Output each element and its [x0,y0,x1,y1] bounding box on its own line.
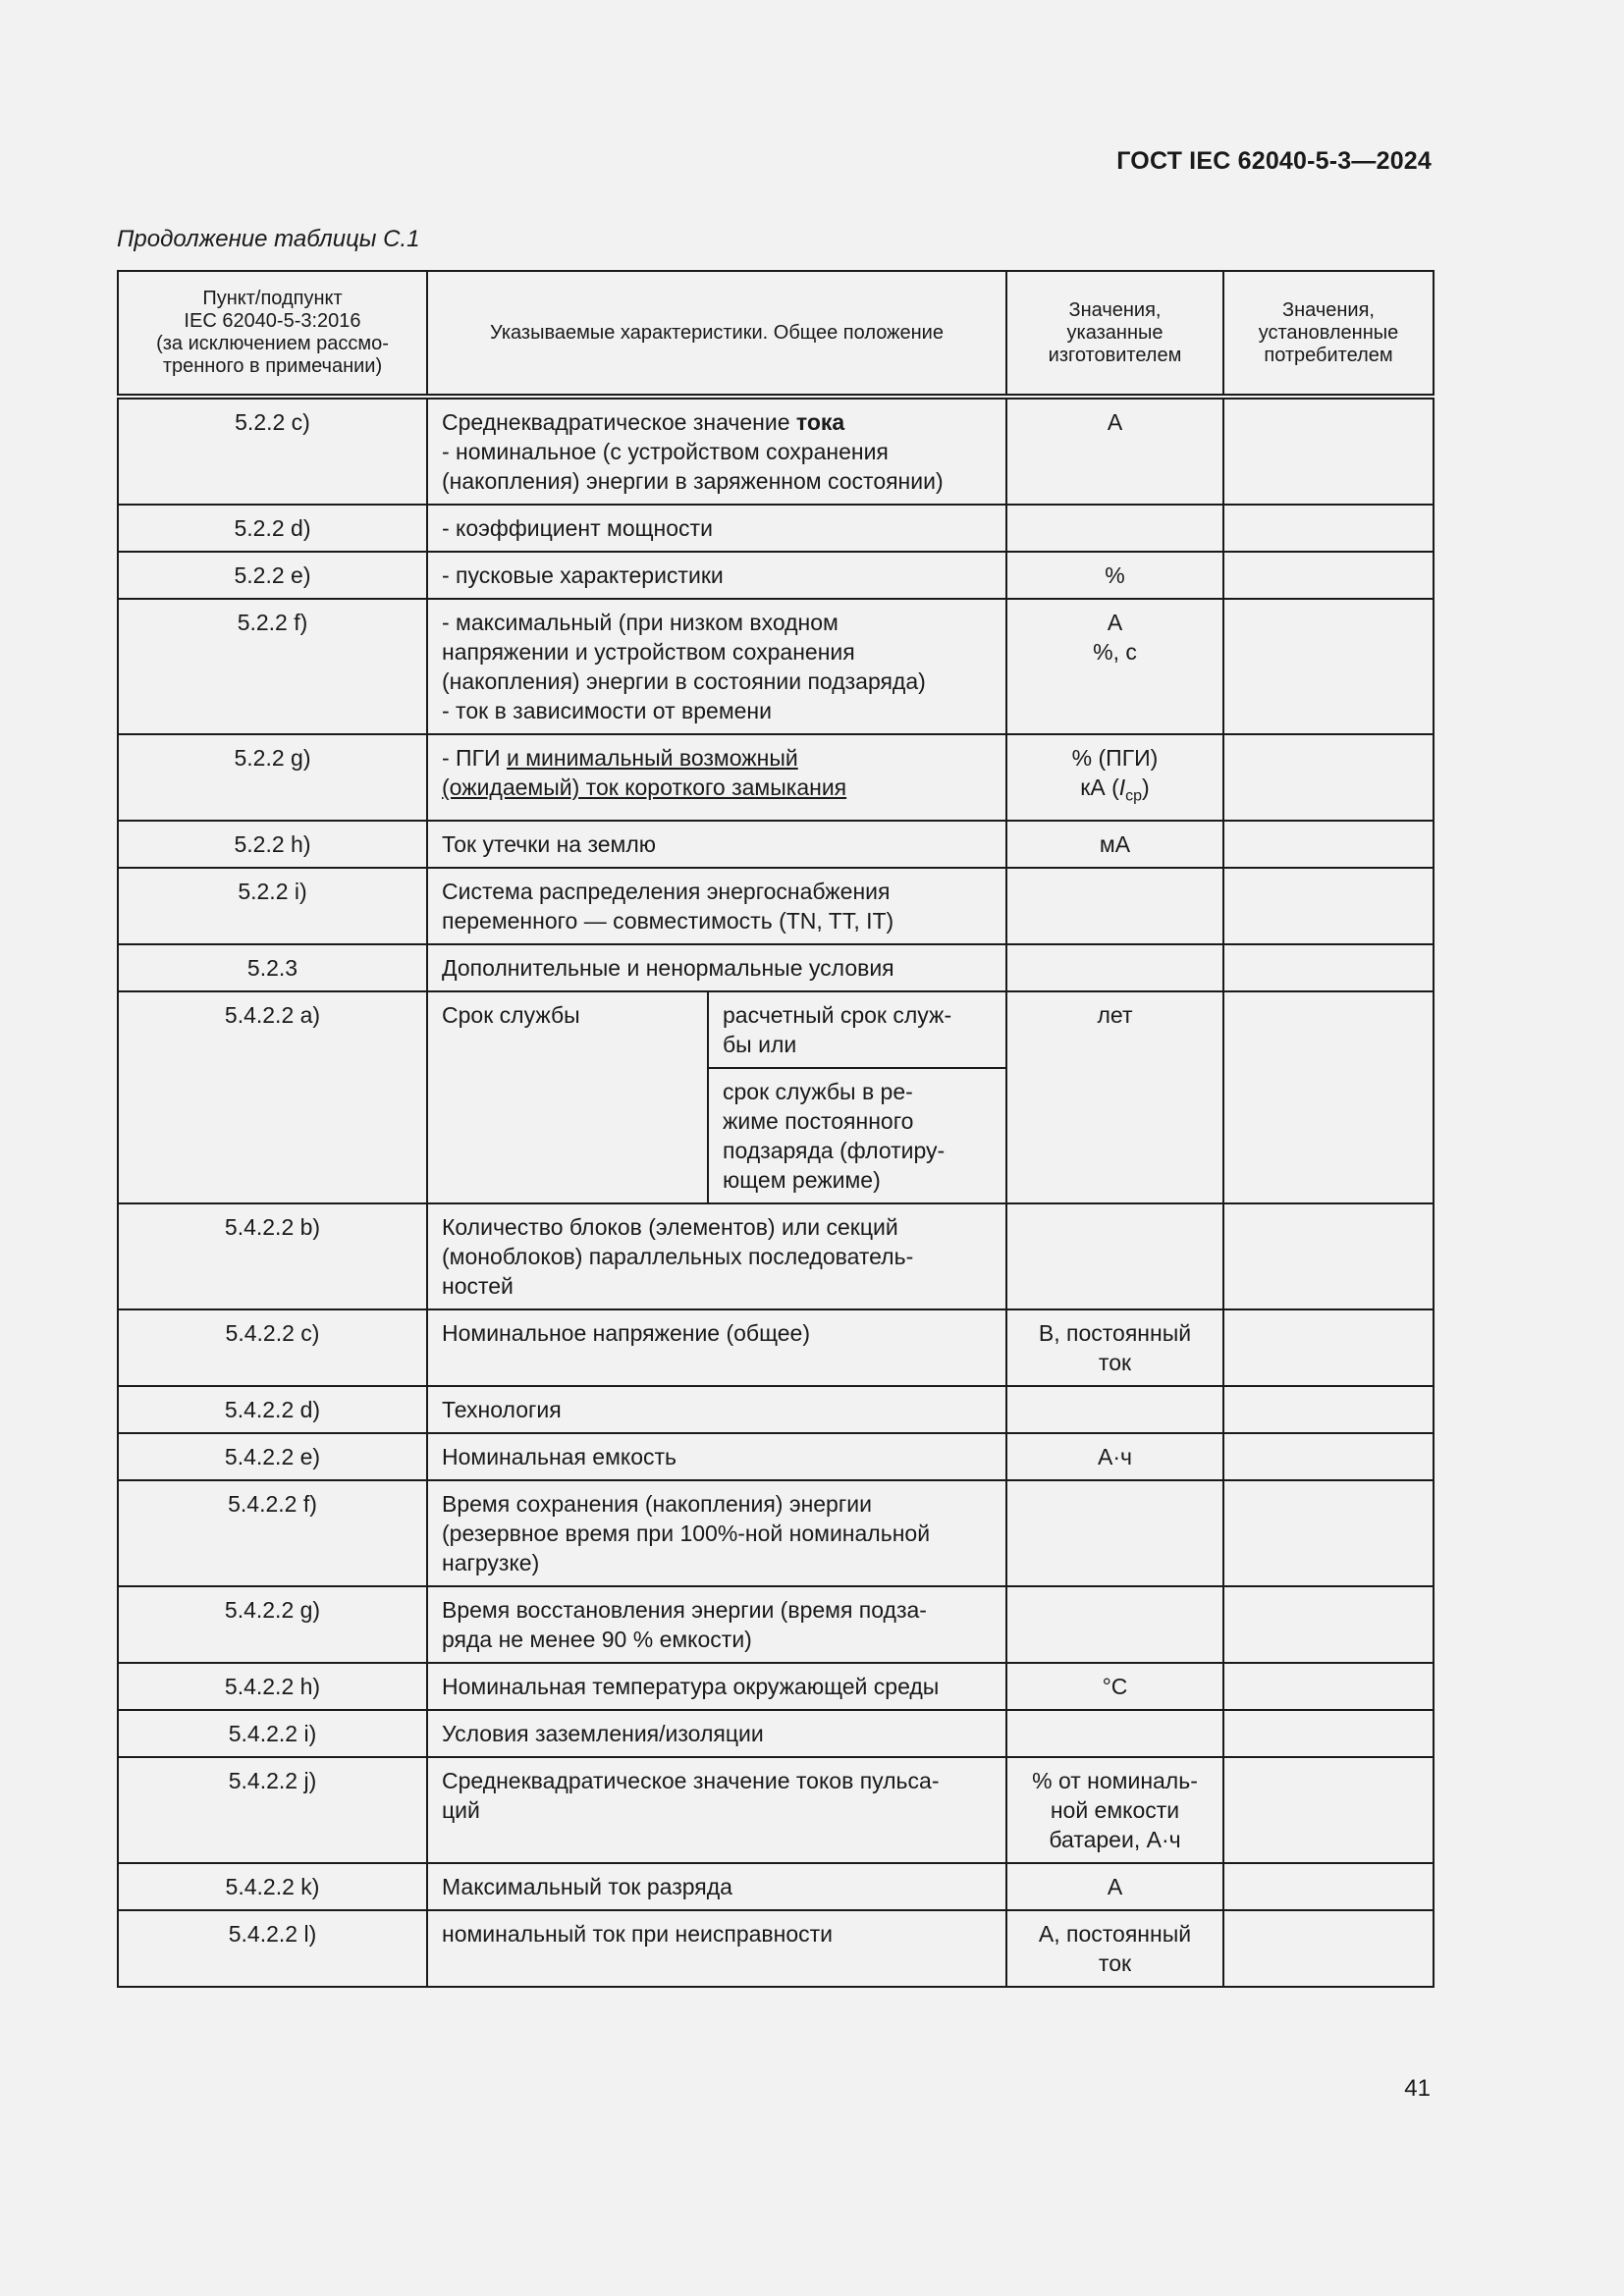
table-row [118,1203,1434,1309]
user-value-cell [1223,1663,1434,1710]
table-row [118,552,1434,599]
table-row [118,1586,1434,1663]
manufacturer-value-cell [1006,1386,1223,1433]
table-row [118,505,1434,552]
user-value-cell [1223,1710,1434,1757]
manufacturer-value-cell: В, постоянный ток [1006,1309,1223,1386]
user-value-cell [1223,1863,1434,1910]
clause-cell: 5.4.2.2 g) [118,1586,427,1663]
clause-cell: 5.4.2.2 d) [118,1386,427,1433]
clause-cell: 5.4.2.2 b) [118,1203,427,1309]
manufacturer-value-cell: А [1006,397,1223,505]
manufacturer-value-cell: °C [1006,1663,1223,1710]
clause-cell: 5.4.2.2 l) [118,1910,427,1987]
user-value-cell [1223,1480,1434,1586]
column-header-characteristics: Указываемые характеристики. Общее положение [427,271,1006,397]
user-value-cell [1223,1433,1434,1480]
manufacturer-value-suffix: ) [1142,774,1150,800]
table-row [118,1757,1434,1863]
clause-cell: 5.2.2 e) [118,552,427,599]
clause-cell: 5.2.2 f) [118,599,427,734]
clause-cell: 5.2.2 i) [118,868,427,944]
user-value-cell [1223,599,1434,734]
description-cell [427,397,1006,505]
manufacturer-value-cell [1006,505,1223,552]
table-row [118,599,1434,734]
table-row [118,821,1434,868]
manufacturer-value-cell: А·ч [1006,1433,1223,1480]
description-cell [427,734,1006,821]
characteristics-table [117,270,1435,1988]
clause-cell: 5.4.2.2 h) [118,1663,427,1710]
table-caption: Продолжение таблицы С.1 [117,226,420,252]
table-row [118,1480,1434,1586]
table-row [118,1863,1434,1910]
manufacturer-value-cell: А %, с [1006,599,1223,734]
description-cell: Время восстановления энергии (время подза- ряда не менее 90 % емкости) [427,1586,1006,1663]
table-row [118,1710,1434,1757]
description-cell: Время сохранения (накопления) энергии (резервное время при 100%-ной номинальной нагрузке) [427,1480,1006,1586]
description-cell: - коэффициент мощности [427,505,1006,552]
manufacturer-value-cell [1006,1586,1223,1663]
description-underlined-text: и минимальный возможный [506,745,798,771]
manufacturer-value-cell [1006,1710,1223,1757]
table-row [118,1910,1434,1987]
user-value-cell [1223,991,1434,1203]
description-cell: Номинальная температура окружающей среды [427,1663,1006,1710]
table-row [118,734,1434,821]
description-subcell: срок службы в ре- жиме постоянного подзаряда (флотиру- ющем режиме) [708,1068,1006,1203]
user-value-cell [1223,734,1434,821]
user-value-cell [1223,1586,1434,1663]
table-row [118,991,1434,1068]
manufacturer-value-cell [1006,734,1223,821]
clause-cell: 5.2.2 c) [118,397,427,505]
clause-cell: 5.2.2 h) [118,821,427,868]
manufacturer-value-cell: % от номиналь- ной емкости батареи, А·ч [1006,1757,1223,1863]
clause-cell: 5.4.2.2 k) [118,1863,427,1910]
manufacturer-value-line: % (ПГИ) [1071,745,1159,771]
column-header-clause: Пункт/подпункт IEC 62040-5-3:2016 (за исключением рассмо- тренного в примечании) [118,271,427,397]
table-row [118,1386,1434,1433]
user-value-cell [1223,868,1434,944]
user-value-cell [1223,1910,1434,1987]
manufacturer-value-cell [1006,1203,1223,1309]
table-row [118,1309,1434,1386]
user-value-cell [1223,1309,1434,1386]
manufacturer-value-subscript: ср [1125,787,1143,805]
user-value-cell [1223,821,1434,868]
table-row [118,1663,1434,1710]
column-header-user: Значения, установленные потребителем [1223,271,1434,397]
description-cell: Номинальное напряжение (общее) [427,1309,1006,1386]
clause-cell: 5.4.2.2 a) [118,991,427,1203]
user-value-cell [1223,397,1434,505]
table-row [118,1433,1434,1480]
clause-cell: 5.2.2 d) [118,505,427,552]
table-header-row [118,271,1434,397]
table-row [118,397,1434,505]
description-cell: - пусковые характеристики [427,552,1006,599]
clause-cell: 5.4.2.2 f) [118,1480,427,1586]
clause-cell: 5.2.2 g) [118,734,427,821]
description-cell: Срок службы [427,991,708,1203]
clause-cell: 5.4.2.2 j) [118,1757,427,1863]
clause-cell: 5.4.2.2 i) [118,1710,427,1757]
manufacturer-value-cell: мА [1006,821,1223,868]
description-cell: Ток утечки на землю [427,821,1006,868]
manufacturer-value-cell: % [1006,552,1223,599]
description-cell: - максимальный (при низком входном напряжении и устройством сохранения (накопления) энергии в состоянии подзаряда) - ток в зависимости от времени [427,599,1006,734]
description-cell: Условия заземления/изоляции [427,1710,1006,1757]
manufacturer-value-cell [1006,868,1223,944]
description-text-continued: - номинальное (с устройством сохранения (накопления) энергии в заряженном состоянии) [442,439,944,494]
user-value-cell [1223,505,1434,552]
page-number: 41 [1404,2075,1431,2102]
user-value-cell [1223,944,1434,991]
manufacturer-value-symbol: I [1118,774,1126,800]
description-subcell: расчетный срок служ- бы или [708,991,1006,1068]
user-value-cell [1223,1386,1434,1433]
description-cell: Дополнительные и ненормальные условия [427,944,1006,991]
clause-cell: 5.2.3 [118,944,427,991]
description-cell: Максимальный ток разряда [427,1863,1006,1910]
description-cell: Система распределения энергоснабжения переменного — совместимость (TN, TT, IT) [427,868,1006,944]
manufacturer-value-cell: А, постоянный ток [1006,1910,1223,1987]
manufacturer-value-prefix: кА ( [1080,774,1119,800]
manufacturer-value-cell [1006,944,1223,991]
description-cell: Номинальная емкость [427,1433,1006,1480]
table-row [118,944,1434,991]
user-value-cell [1223,1757,1434,1863]
clause-cell: 5.4.2.2 c) [118,1309,427,1386]
description-text: Среднеквадратическое значение [442,409,796,435]
description-bold-text: тока [795,409,845,435]
clause-cell: 5.4.2.2 e) [118,1433,427,1480]
document-code: ГОСТ IEC 62040-5-3—2024 [1116,147,1432,175]
manufacturer-value-cell: лет [1006,991,1223,1203]
column-header-manufacturer: Значения, указанные изготовителем [1006,271,1223,397]
manufacturer-value-cell: А [1006,1863,1223,1910]
description-cell: Количество блоков (элементов) или секций (моноблоков) параллельных последователь- ностей [427,1203,1006,1309]
description-underlined-text: (ожидаемый) ток короткого замыкания [442,774,847,800]
description-cell: номинальный ток при неисправности [427,1910,1006,1987]
user-value-cell [1223,1203,1434,1309]
manufacturer-value-cell [1006,1480,1223,1586]
table-row [118,868,1434,944]
user-value-cell [1223,552,1434,599]
description-cell: Среднеквадратическое значение токов пульса- ций [427,1757,1006,1863]
description-cell: Технология [427,1386,1006,1433]
description-text: - ПГИ [442,745,507,771]
